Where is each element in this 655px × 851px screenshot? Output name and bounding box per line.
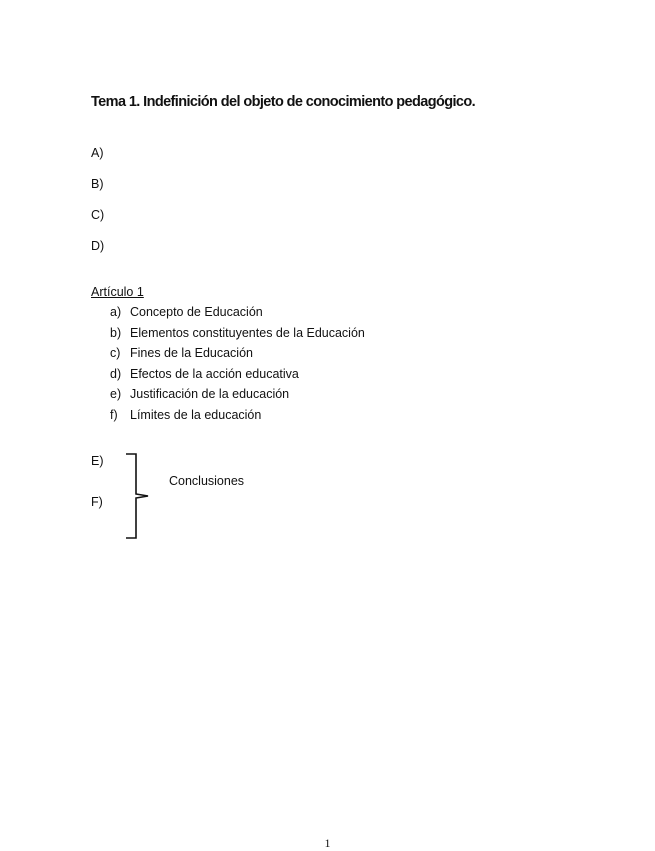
- list-item-text: Efectos de la acción educativa: [130, 366, 299, 381]
- list-item-text: Concepto de Educación: [130, 305, 263, 319]
- point-e-label: E): [91, 454, 104, 468]
- list-item: [110, 346, 365, 367]
- list-item-text: Elementos constituyentes de la Educación: [130, 325, 365, 340]
- list-item: [110, 367, 365, 388]
- list-item: [110, 326, 365, 347]
- list-item: [110, 387, 365, 408]
- list-item: [110, 408, 365, 429]
- list-item-marker: d): [110, 366, 122, 381]
- point-b-label: B): [91, 177, 104, 191]
- list-item-marker: f): [110, 407, 118, 422]
- point-a-label: A): [91, 146, 104, 160]
- point-c-label: C): [91, 208, 105, 222]
- list-item-marker: a): [110, 305, 122, 319]
- list-item-marker: c): [110, 346, 121, 361]
- article-item-list: [110, 305, 365, 429]
- list-item-marker: e): [110, 387, 122, 402]
- list-item-text: Justificación de la educación: [130, 387, 290, 402]
- page-title: Tema 1. Indefinición del objeto de conocimiento pedagógico.: [91, 94, 476, 110]
- right-brace-icon: [120, 450, 156, 542]
- list-item: [110, 305, 365, 326]
- brace-label: Conclusiones: [169, 474, 245, 488]
- list-item-marker: b): [110, 325, 122, 340]
- point-f-label: F): [91, 495, 103, 509]
- list-item-text: Fines de la Educación: [130, 346, 253, 361]
- article-title: Artículo 1: [91, 285, 144, 299]
- point-d-label: D): [91, 239, 105, 253]
- list-item-text: Límites de la educación: [130, 407, 262, 422]
- page-number: 1: [324, 836, 331, 850]
